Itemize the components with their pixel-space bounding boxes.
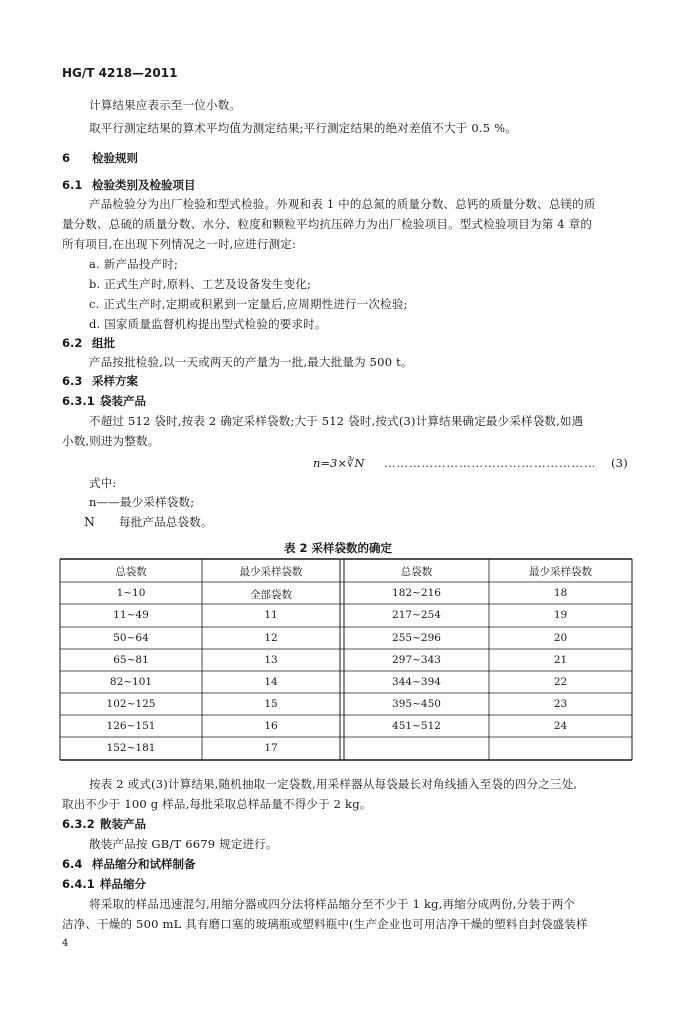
formula: n=3×∛N (313, 456, 365, 470)
table-header: 总袋数 (400, 566, 433, 578)
table-header: 最少采样袋数 (529, 566, 592, 578)
paragraph-line: 将采取的样品迅速混匀,用缩分器或四分法将样品缩分至不少于 1 kg,再缩分成两份,分装于两个 (89, 897, 576, 911)
table-cell: 15 (264, 698, 278, 710)
table-cell: 14 (264, 676, 278, 688)
table-cell: 82~101 (109, 676, 153, 688)
section-6-4-1-heading (62, 876, 146, 892)
section-number: 6.3.1 (62, 394, 95, 408)
section-title: 组批 (92, 336, 115, 350)
paragraph-line: 产品检验分为出厂检验和型式检验。外观和表 1 中的总氮的质量分数、总钙的质量分数、总镁的质 (89, 197, 596, 211)
formula-number: (3) (611, 456, 628, 470)
table-cell: 344~394 (392, 676, 441, 688)
table-cell: 152~181 (106, 742, 156, 754)
section-number: 6 (62, 151, 71, 165)
table-cell: 13 (264, 654, 278, 666)
table-cell: 17 (264, 742, 278, 754)
definition-N: 每批产品总袋数。 (119, 515, 213, 529)
table-cell: 全部袋数 (250, 589, 292, 601)
paragraph-line: 所有项目,在出现下列情况之一时,应进行测定: (62, 237, 297, 251)
section-title: 样品缩分和试样制备 (92, 857, 196, 871)
table-cell: 102~125 (106, 698, 156, 710)
paragraph-line: 小数,则进为整数。 (62, 434, 160, 448)
table-cell: 19 (553, 609, 568, 621)
table-cell: 297~343 (392, 654, 441, 666)
table-cell: 22 (553, 676, 568, 688)
list-item: c. 正式生产时,定期或积累到一定量后,应周期性进行一次检验; (89, 297, 408, 311)
table-cell: 65~81 (113, 654, 149, 666)
table-header: 总袋数 (115, 566, 147, 578)
section-title: 袋装产品 (100, 394, 146, 408)
section-title: 样品缩分 (100, 877, 146, 891)
table-header: 最少采样袋数 (239, 566, 303, 578)
calc-line-1: 计算结果应表示至一位小数。 (89, 98, 242, 112)
section-6-3-2-heading (62, 816, 146, 832)
table-cell: 20 (553, 632, 568, 644)
paragraph-line: 不超过 512 袋时,按表 2 确定采样袋数;大于 512 袋时,按式(3)计算结果确定最少采样袋数,如遇 (89, 414, 584, 428)
section-title: 检验规则 (92, 151, 138, 165)
table-cell: 255~296 (392, 632, 441, 644)
section-title: 检验类别及检验项目 (92, 178, 196, 192)
definition-n: n——最少采样袋数; (89, 495, 195, 509)
table-cell: 23 (553, 698, 568, 710)
paragraph-line: 洁净、干燥的 500 mL 具有磨口塞的玻璃瓶或塑料瓶中(生产企业也可用洁净干燥的塑料自封袋盛装样 (62, 917, 588, 931)
table-cell: 16 (264, 720, 278, 732)
table-cell: 217~254 (392, 609, 441, 621)
table-cell: 11 (264, 609, 278, 621)
definition-N-symbol: N (84, 514, 96, 529)
table-cell: 24 (553, 720, 568, 732)
list-item: b. 正式生产时,原料、工艺及设备发生变化; (89, 277, 312, 291)
table-cell: 451~512 (392, 720, 441, 732)
paragraph-line: 产品按批检验,以一天或两天的产量为一批,最大批量为 500 t。 (89, 355, 413, 369)
calc-line-2: 取平行测定结果的算术平均值为测定结果;平行测定结果的绝对差值不大于 0.5 %。 (89, 121, 517, 135)
where-label: 式中: (89, 476, 117, 490)
table-caption: 表 2 采样袋数的确定 (284, 541, 393, 555)
section-number: 6.4 (62, 857, 83, 871)
table-cell: 12 (264, 632, 278, 644)
table-cell: 395~450 (392, 698, 441, 710)
section-number: 6.2 (62, 336, 83, 350)
section-number: 6.3 (62, 374, 83, 388)
table-cell: 126~151 (106, 720, 156, 732)
paragraph-line: 散装产品按 GB/T 6679 规定进行。 (89, 837, 278, 851)
table-cell: 18 (553, 587, 568, 599)
section-number: 6.4.1 (62, 877, 95, 891)
paragraph-line: 按表 2 或式(3)计算结果,随机抽取一定袋数,用采样器从每袋最长对角线插入至袋的四分之三处, (89, 777, 578, 791)
table-cell: 21 (553, 654, 568, 666)
standard-number: HG/T 4218—2011 (62, 66, 178, 80)
page-number: 4 (62, 938, 69, 949)
table-cell: 50~64 (113, 632, 149, 644)
paragraph-line: 取出不少于 100 g 样品,每批采取总样品量不得少于 2 kg。 (62, 797, 372, 811)
section-title: 散装产品 (100, 817, 146, 831)
table-cell: 182~216 (392, 587, 441, 599)
section-number: 6.3.2 (62, 817, 95, 831)
formula-leader-dots: …………………………………………… (384, 456, 597, 470)
section-title: 采样方案 (92, 374, 138, 388)
table-cell: 1~10 (116, 587, 146, 599)
list-item: d. 国家质量监督机构提出型式检验的要求时。 (89, 317, 327, 331)
section-number: 6.1 (62, 178, 83, 192)
paragraph-line: 量分数、总硫的质量分数、水分、粒度和颗粒平均抗压碎力为出厂检验项目。型式检验项目为第 4 章的 (62, 217, 593, 231)
table-cell: 11~49 (113, 609, 149, 621)
section-6-4-heading (62, 856, 196, 872)
list-item: a. 新产品投产时; (89, 257, 179, 271)
